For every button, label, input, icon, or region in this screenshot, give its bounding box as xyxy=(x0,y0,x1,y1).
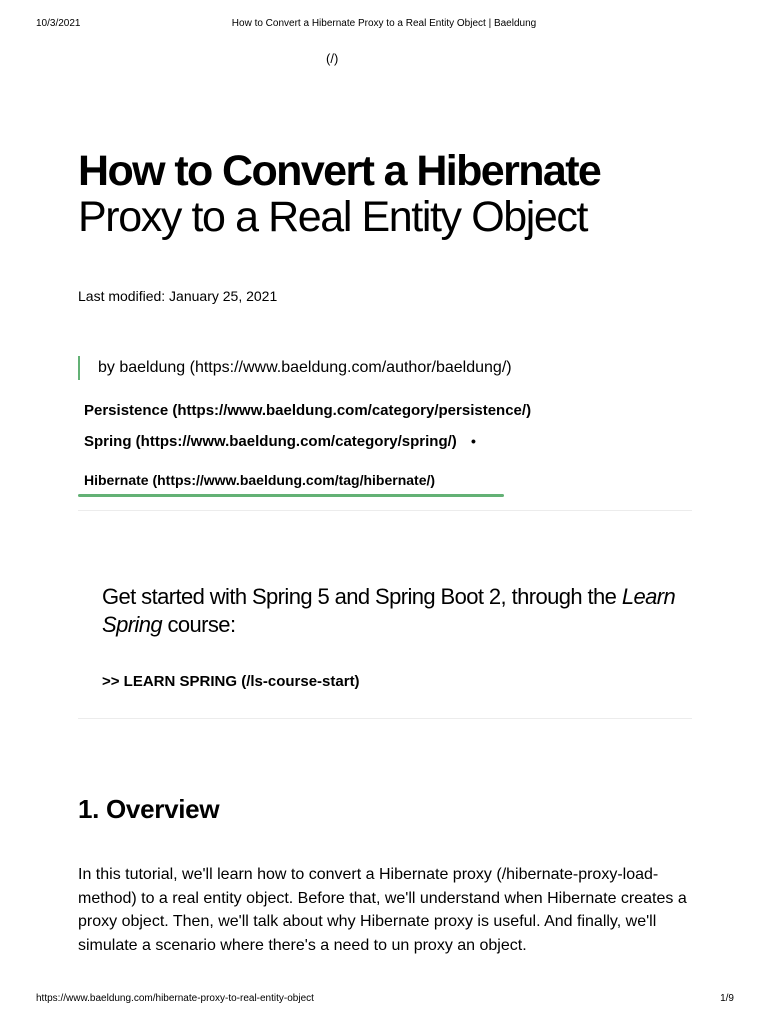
tag-hibernate-link[interactable]: Hibernate (https://www.baeldung.com/tag/hibernate/) xyxy=(84,472,436,488)
tag-spring-link[interactable]: Spring (https://www.baeldung.com/category/spring/) xyxy=(84,433,457,450)
divider-top xyxy=(78,510,692,511)
print-url: https://www.baeldung.com/hibernate-proxy-to-real-entity-object xyxy=(36,993,314,1004)
home-link[interactable]: (/) xyxy=(326,51,339,66)
tags-underline-divider xyxy=(78,494,504,497)
tag-spring-row xyxy=(84,433,476,450)
tag-persistence-link[interactable]: Persistence (https://www.baeldung.com/category/persistence/) xyxy=(84,402,532,419)
overview-paragraph: In this tutorial, we'll learn how to convert a Hibernate proxy (/hibernate-proxy-load-method) to a real entity object. Before that, we'll understand when Hibernate creates a proxy object. Then, we'll talk about why Hibernate proxy is useful. And finally, we'll simulate a scenario where there's a need to un proxy an object. xyxy=(78,866,687,954)
tag-separator-bullet: • xyxy=(470,433,476,449)
learn-spring-link[interactable]: >> LEARN SPRING (/ls-course-start) xyxy=(102,673,360,690)
page-title xyxy=(78,148,600,240)
promo-text-start: Get started with Spring 5 and Spring Boot 2, through the xyxy=(102,584,622,609)
promo-text-end: course: xyxy=(162,612,236,637)
author-link[interactable]: by baeldung (https://www.baeldung.com/author/baeldung/) xyxy=(78,356,512,380)
page-title-line-1: How to Convert a Hibernate xyxy=(78,147,601,195)
print-page-title: How to Convert a Hibernate Proxy to a Real Entity Object | Baeldung xyxy=(231,18,537,29)
divider-bottom xyxy=(78,718,692,719)
page-title-line-2: Proxy to a Real Entity Object xyxy=(78,193,588,241)
print-date: 10/3/2021 xyxy=(36,18,81,29)
section-heading-overview: 1. Overview xyxy=(78,794,220,824)
course-promo-text xyxy=(102,583,682,639)
last-modified-date: Last modified: January 25, 2021 xyxy=(78,288,278,304)
promo-course-name: Learn Spring xyxy=(102,584,676,637)
print-page-number: 1/9 xyxy=(720,993,734,1004)
